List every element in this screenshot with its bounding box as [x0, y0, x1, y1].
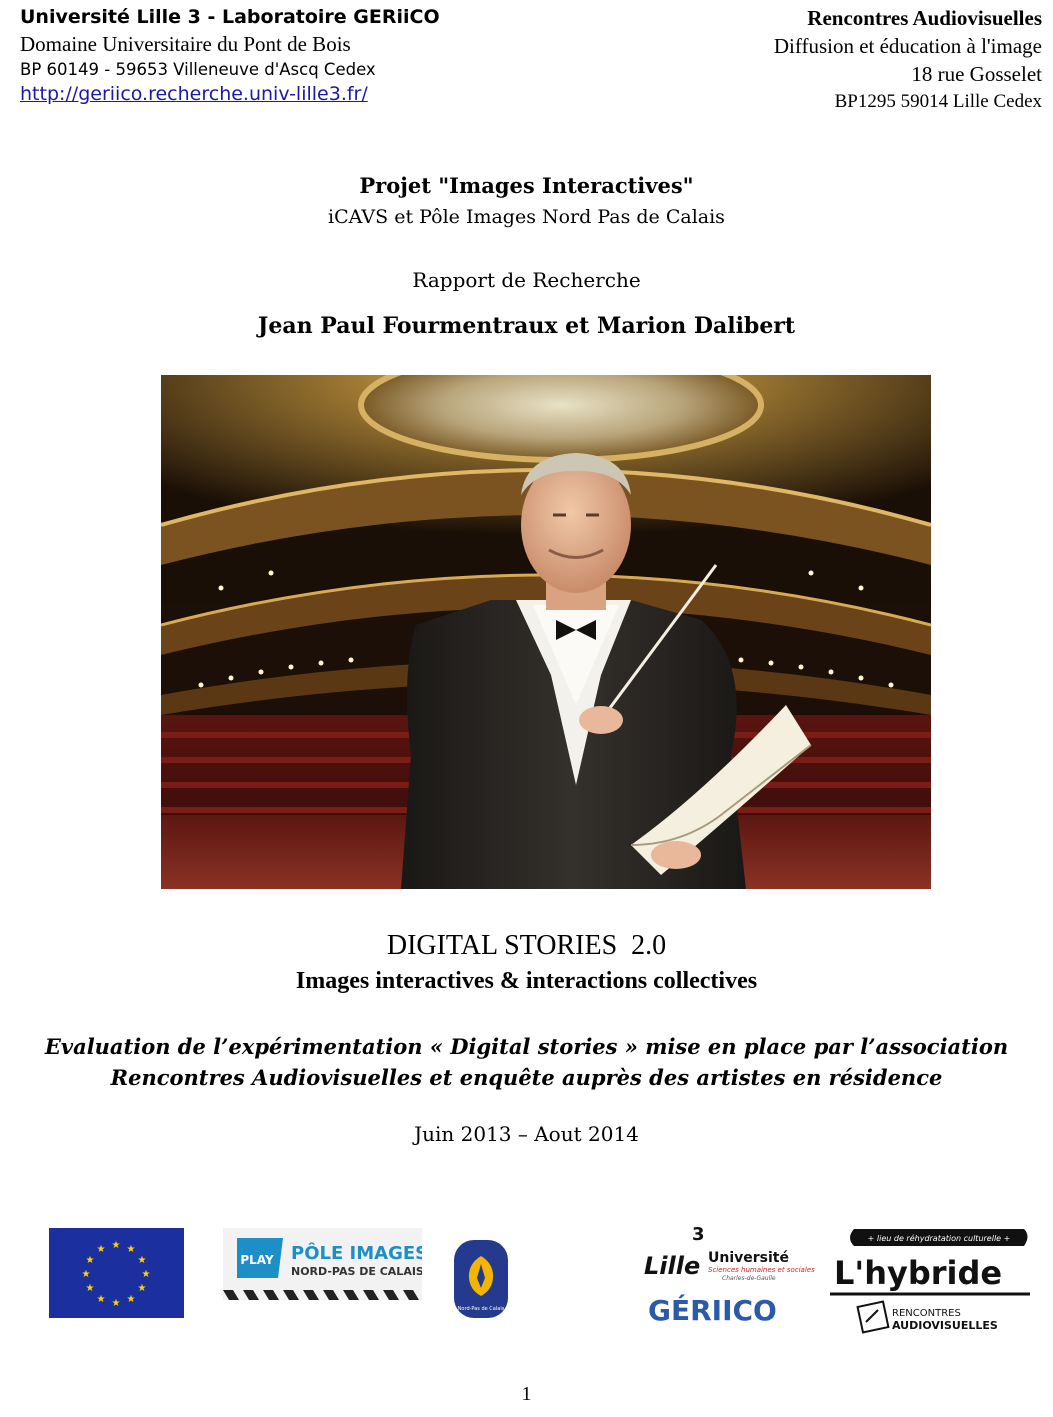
svg-text:★: ★: [137, 1283, 147, 1294]
lille-word-label: Lille: [644, 1252, 701, 1280]
project-subtitle: iCAVS et Pôle Images Nord Pas de Calais: [328, 206, 725, 228]
page-number: 1: [521, 1383, 532, 1405]
partner-street: 18 rue Gosselet: [911, 62, 1042, 86]
svg-text:★: ★: [96, 1244, 106, 1255]
authors: Jean Paul Fourmentraux et Marion Dalibert: [257, 313, 796, 339]
lille-tag-label: Sciences humaines et sociales: [708, 1266, 815, 1274]
report-type: Rapport de Recherche: [412, 268, 641, 292]
evaluation-line-2: Rencontres Audiovisuelles et enquête auprès des artistes en résidence: [110, 1065, 943, 1090]
gerico-label: GÉRIICO: [648, 1294, 777, 1324]
partner-postal: BP1295 59014 Lille Cedex: [834, 91, 1042, 112]
svg-text:★: ★: [111, 1298, 121, 1309]
rencontres-label-2: AUDIOVISUELLES: [892, 1319, 998, 1332]
document-subtitle: Images interactives & interactions collectives: [295, 968, 758, 994]
pole-sub-label: NORD-PAS DE CALAIS: [291, 1265, 422, 1278]
lille-num-label: 3: [692, 1224, 705, 1245]
institution-address-line: Domaine Universitaire du Pont de Bois: [20, 32, 351, 56]
lille3-gerico-logo: [642, 1224, 822, 1324]
evaluation-line-1: Evaluation de l’expérimentation « Digital stories » mise en place par l’association: [44, 1034, 1009, 1059]
svg-text:★: ★: [81, 1269, 91, 1280]
svg-text:★: ★: [85, 1255, 95, 1266]
svg-text:★: ★: [126, 1294, 136, 1305]
region-label: Nord-Pas de Calais: [457, 1306, 505, 1312]
partner-name: Rencontres Audiovisuelles: [807, 6, 1042, 30]
svg-text:★: ★: [137, 1255, 147, 1266]
hybride-rencontres-logo: [826, 1224, 1033, 1340]
header-right: [562, 4, 1042, 116]
lille-univ-label: Université: [708, 1250, 789, 1266]
svg-text:★: ★: [111, 1240, 121, 1251]
pole-play-label: PLAY: [240, 1253, 274, 1267]
institution-link[interactable]: http://geriico.recherche.univ-lille3.fr/: [20, 83, 368, 105]
region-nord-pas-de-calais-logo: [452, 1238, 510, 1320]
project-title: Projet "Images Interactives": [359, 173, 694, 198]
institution-name: Université Lille 3 - Laboratoire GERiiCO: [20, 6, 440, 28]
header-left: [20, 4, 520, 107]
cover-photo-conductor: [161, 375, 931, 889]
hybride-banner-label: + lieu de réhydratation culturelle +: [867, 1234, 1011, 1243]
svg-text:★: ★: [85, 1283, 95, 1294]
evaluation-statement: [0, 1031, 1053, 1093]
institution-postal: BP 60149 - 59653 Villeneuve d'Ascq Cedex: [20, 60, 376, 79]
hybride-label: L'hybride: [834, 1254, 1003, 1292]
date-range: Juin 2013 – Aout 2014: [414, 1122, 639, 1146]
document-title: DIGITAL STORIES 2.0: [386, 930, 667, 961]
svg-text:★: ★: [96, 1294, 106, 1305]
svg-text:★: ★: [141, 1269, 151, 1280]
eu-flag-logo: [49, 1228, 184, 1318]
rencontres-label-1: RENCONTRES: [892, 1308, 961, 1319]
pole-images-logo: [223, 1228, 422, 1300]
lille-city-label: Charles-de-Gaulle: [722, 1275, 776, 1282]
pole-title-label: PÔLE IMAGES: [291, 1243, 422, 1264]
partner-tagline: Diffusion et éducation à l'image: [773, 34, 1042, 58]
svg-text:★: ★: [126, 1244, 136, 1255]
